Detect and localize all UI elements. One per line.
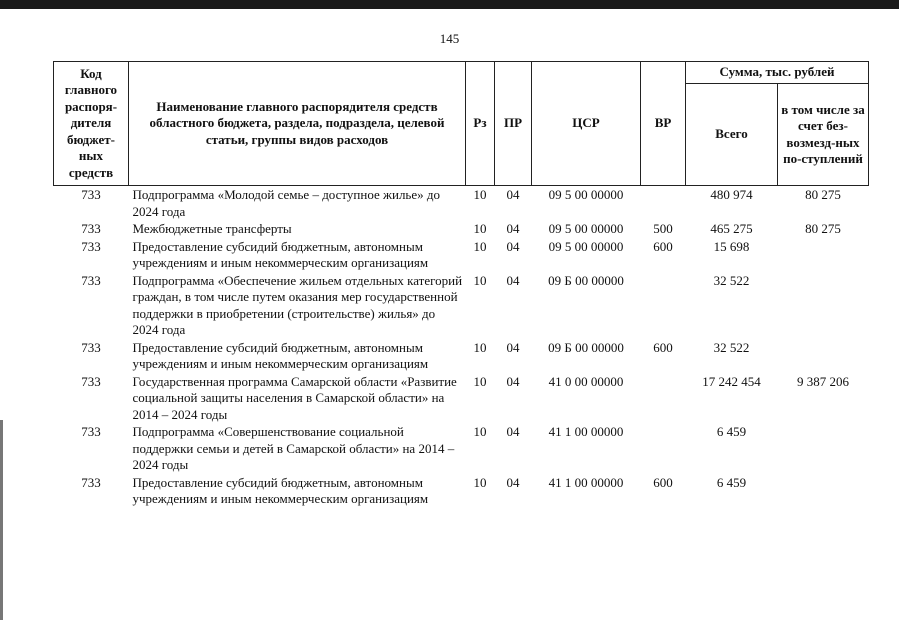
cell-vr: 600: [653, 474, 673, 490]
cell-vr: 600: [653, 238, 673, 254]
cell-total: 465 275: [710, 221, 753, 236]
header-total: Всего: [686, 84, 778, 186]
table-body: [54, 186, 869, 508]
cell-pr: 04: [506, 238, 520, 254]
cell-rz: 10: [473, 221, 487, 236]
header-name: Наименование главного распорядителя средств областного бюджета, раздела, подраздела, целевой статьи, группы видов расходов: [129, 62, 466, 186]
cell-vr: [641, 272, 686, 339]
header-kod: Код главного распоря-дителя бюджет-ных средств: [54, 62, 129, 186]
table-header: [54, 62, 869, 186]
header-sum-group: Сумма, тыс. рублей: [686, 62, 869, 84]
cell-vr: [641, 423, 686, 474]
cell-name: Подпрограмма «Совершенствование социальной поддержки семьи и детей в Самарской области» на 2014 – 2024 годы: [132, 424, 455, 472]
cell-kod: 733: [81, 272, 101, 288]
cell-csr: 41 1 00 00000: [548, 424, 624, 439]
header-incl: в том числе за счет без-возмезд-ных по-ступлений: [778, 84, 869, 186]
cell-incl: [778, 339, 869, 373]
cell-name: Межбюджетные трансферты: [132, 221, 292, 236]
cell-vr: [641, 186, 686, 221]
cell-kod: 733: [81, 221, 101, 236]
cell-csr: 09 5 00 00000: [548, 221, 624, 236]
cell-kod: 733: [81, 238, 101, 254]
cell-kod: 733: [81, 424, 101, 439]
cell-rz: 10: [473, 339, 487, 355]
page-number: 145: [439, 31, 460, 46]
cell-rz: 10: [473, 373, 487, 389]
cell-total: 15 698: [713, 238, 750, 254]
cell-incl: [778, 238, 869, 272]
cell-name: Предоставление субсидий бюджетным, автономным учреждениям и иным некоммерческим организациям: [132, 474, 429, 506]
table-row: [54, 373, 869, 424]
cell-incl: [778, 474, 869, 508]
cell-csr: 09 Б 00 00000: [548, 339, 624, 355]
table-row: [54, 238, 869, 272]
cell-csr: 41 0 00 00000: [548, 373, 624, 389]
scan-edge-mark: [0, 420, 3, 620]
budget-table: [53, 61, 869, 508]
cell-csr: 09 Б 00 00000: [548, 272, 624, 288]
cell-kod: 733: [81, 339, 101, 355]
cell-rz: 10: [473, 474, 487, 490]
cell-kod: 733: [81, 187, 101, 202]
header-csr: ЦСР: [532, 62, 641, 186]
cell-rz: 10: [473, 238, 487, 254]
cell-name: Подпрограмма «Обеспечение жильем отдельных категорий граждан, в том числе путем оказания мер государственной поддержки в приобретении (строительстве) жилья» до 2024 года: [132, 272, 463, 337]
cell-kod: 733: [81, 373, 101, 389]
cell-csr: 09 5 00 00000: [548, 187, 624, 202]
cell-pr: 04: [506, 373, 520, 389]
cell-pr: 04: [506, 221, 520, 236]
cell-total: 480 974: [710, 187, 753, 202]
cell-incl: 9 387 206: [797, 373, 849, 389]
cell-rz: 10: [473, 272, 487, 288]
cell-pr: 04: [506, 474, 520, 490]
cell-total: 32 522: [713, 272, 750, 288]
cell-rz: 10: [473, 424, 487, 439]
cell-csr: 09 5 00 00000: [548, 238, 624, 254]
table-row: [54, 474, 869, 508]
table-row: [54, 339, 869, 373]
cell-name: Предоставление субсидий бюджетным, автономным учреждениям и иным некоммерческим организациям: [132, 238, 429, 270]
cell-name: Государственная программа Самарской области «Развитие социальной защиты населения в Самарской области» на 2014 – 2024 годы: [132, 373, 457, 422]
cell-name: Предоставление субсидий бюджетным, автономным учреждениям и иным некоммерческим организациям: [132, 339, 429, 371]
cell-total: 6 459: [716, 474, 747, 490]
cell-vr: 500: [653, 221, 673, 236]
cell-kod: 733: [81, 474, 101, 490]
header-rz: Рз: [466, 62, 495, 186]
cell-name: Подпрограмма «Молодой семье – доступное жилье» до 2024 года: [132, 187, 440, 219]
cell-pr: 04: [506, 424, 520, 439]
table-row: [54, 423, 869, 474]
cell-incl: 80 275: [805, 187, 841, 202]
scan-top-border: [0, 0, 899, 9]
header-pr: ПР: [495, 62, 532, 186]
cell-pr: 04: [506, 272, 520, 288]
table-row: [54, 272, 869, 339]
cell-rz: 10: [473, 187, 487, 202]
cell-total: 17 242 454: [702, 373, 761, 389]
cell-pr: 04: [506, 187, 520, 202]
cell-total: 6 459: [716, 424, 747, 439]
table-row: [54, 220, 869, 238]
cell-pr: 04: [506, 339, 520, 355]
cell-incl: [778, 272, 869, 339]
table-row: [54, 186, 869, 221]
cell-csr: 41 1 00 00000: [548, 474, 624, 490]
cell-incl: [778, 423, 869, 474]
header-vr: ВР: [641, 62, 686, 186]
cell-vr: [641, 373, 686, 424]
cell-incl: 80 275: [805, 221, 841, 236]
cell-vr: 600: [653, 339, 673, 355]
cell-total: 32 522: [713, 339, 750, 355]
